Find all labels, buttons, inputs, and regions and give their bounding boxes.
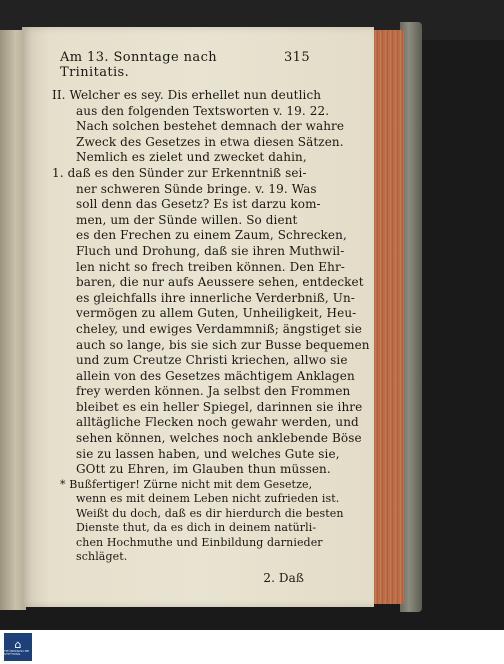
page-text xyxy=(52,50,370,586)
text-line: GOtt zu Ehren, im Glauben thun müssen. xyxy=(76,462,331,477)
text-line: frey werden können. Ja selbst den Frommen xyxy=(76,384,351,399)
institution-logo[interactable] xyxy=(4,633,32,661)
text-line: cheley, und ewiges Verdammniß; ängstiget sie xyxy=(76,321,362,336)
text-line: sehen können, welches noch anklebende Böse xyxy=(76,431,362,446)
page-number: 315 xyxy=(283,50,310,65)
footnote-line: schläget. xyxy=(76,550,128,564)
text-line: soll denn das Gesetz? Es ist darzu kom- xyxy=(76,197,321,212)
running-head: Am 13. Sonntage nach Trinitatis. xyxy=(60,50,218,80)
text-line: bleibet es ein heller Spiegel, darinnen sie ihre xyxy=(76,399,363,414)
text-line: alltägliche Flecken noch gewahr werden, und xyxy=(76,415,359,430)
text-line: 1. daß es den Sünder zur Erkenntniß sei- xyxy=(52,165,307,180)
footnote-line: Dienste thut, da es dich in deinem natürli- xyxy=(76,521,317,535)
text-line: es den Frechen zu einem Zaum, Schrecken, xyxy=(76,228,347,243)
text-line: Fluch und Drohung, daß sie ihren Muthwil- xyxy=(76,243,345,258)
logo-label: THÜRINGISCHE STIFTUNG xyxy=(4,648,30,656)
text-line: aus den folgenden Textsworten v. 19. 22. xyxy=(76,103,330,118)
viewer-footer xyxy=(0,630,504,664)
text-line: es gleichfalls ihre innerliche Verderbniß, Un- xyxy=(76,290,355,305)
catchword: 2. Daß xyxy=(263,570,304,585)
text-line: allein von des Gesetzes mächtigem Anklagen xyxy=(76,368,355,383)
footnote-line: chen Hochmuthe und Einbildung darnieder xyxy=(76,535,323,549)
text-line: auch so lange, bis sie sich zur Busse bequemen xyxy=(76,337,370,352)
text-line: baren, die nur aufs Aeussere sehen, entdecket xyxy=(76,275,364,290)
text-line: len nicht so frech treiben können. Den Ehr- xyxy=(76,259,345,274)
text-line: Zweck des Gesetzes in etwa diesen Sätzen. xyxy=(76,134,344,149)
text-line: Nach solchen bestehet demnach der wahre xyxy=(76,119,345,134)
page-fore-edge xyxy=(374,30,404,604)
text-line: II. Welcher es sey. Dis erhellet nun deutlich xyxy=(52,88,322,102)
logo-icon: ⌂ xyxy=(14,637,22,651)
footnote-line: wenn es mit deinem Leben nicht zufrieden ist. xyxy=(76,492,340,506)
page-header xyxy=(60,50,310,80)
footnote-line: * Bußfertiger! Zürne nicht mit dem Gesetze, xyxy=(60,477,313,491)
text-line: men, um der Sünde willen. So dient xyxy=(76,212,298,227)
text-line: vermögen zu allem Guten, Unheiligkeit, Heu- xyxy=(76,306,357,321)
footnote-line: Weißt du doch, daß es dir hierdurch die besten xyxy=(76,506,344,520)
text-line: Nemlich es zielet und zwecket dahin, xyxy=(76,150,307,165)
text-line: sie zu lassen haben, und welches Gute sie, xyxy=(76,446,340,461)
text-line: ner schweren Sünde bringe. v. 19. Was xyxy=(76,181,317,196)
text-line: und zum Creutze Christi kriechen, allwo sie xyxy=(76,353,348,368)
